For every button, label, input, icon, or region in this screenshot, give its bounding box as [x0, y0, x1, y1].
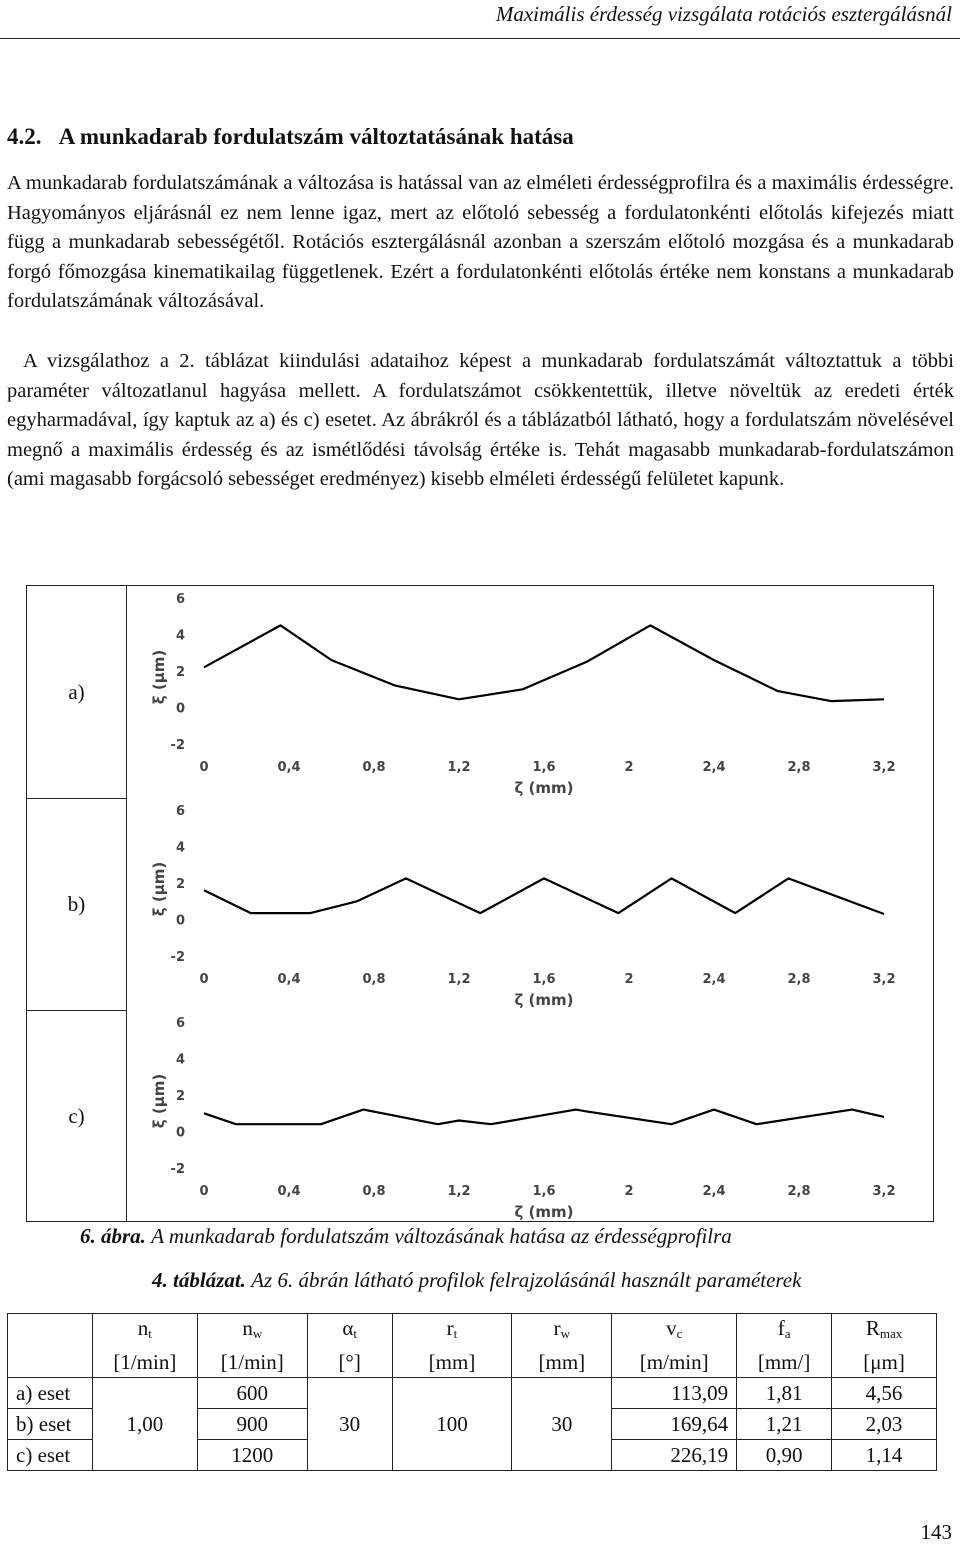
cell-nw: 600: [197, 1378, 307, 1409]
x-tick-label: 0,4: [277, 760, 301, 775]
x-tick-label: 1,2: [447, 972, 471, 987]
panel-separator: [27, 1010, 127, 1011]
table-header-row: [8, 1314, 937, 1378]
panel-label-c: c): [27, 1010, 127, 1222]
row-label: a) eset: [8, 1378, 93, 1409]
profile-line: [204, 625, 884, 701]
x-tick-label: 2: [624, 972, 634, 987]
y-tick-label: 4: [175, 1052, 185, 1068]
x-tick-label: 0: [199, 760, 209, 775]
x-tick-label: 1,2: [447, 760, 471, 775]
cell-rw-shared: 30: [512, 1378, 612, 1471]
x-tick-label: 3,2: [872, 972, 896, 987]
y-tick-label: 2: [175, 1089, 185, 1104]
y-axis-label: ξ (μm): [150, 1073, 168, 1129]
cell-rt-shared: 100: [392, 1378, 512, 1471]
figure-caption: [80, 1224, 732, 1249]
cell-nw: 900: [197, 1409, 307, 1440]
x-tick-label: 2,8: [787, 972, 811, 987]
x-tick-label: 1,2: [447, 1184, 471, 1199]
x-axis-label: ζ (mm): [514, 991, 574, 1009]
x-tick-label: 2,8: [787, 760, 811, 775]
table-caption-label: 4. táblázat.: [152, 1268, 246, 1292]
running-header: [0, 0, 960, 39]
section-title: A munkadarab fordulatszám változtatásának hatása: [58, 124, 574, 149]
section-number: 4.2.: [7, 124, 42, 149]
cell-rmax: 2,03: [832, 1409, 937, 1440]
row-label: b) eset: [8, 1409, 93, 1440]
cell-fa: 1,21: [737, 1409, 832, 1440]
cell-nt-shared: 1,00: [92, 1378, 197, 1471]
x-tick-label: 2,8: [787, 1184, 811, 1199]
cell-vc: 169,64: [612, 1409, 737, 1440]
table-caption-text: Az 6. ábrán látható profilok felrajzolásánál használt paraméterek: [251, 1268, 802, 1292]
y-tick-label: 6: [175, 804, 185, 819]
cell-rmax: 4,56: [832, 1378, 937, 1409]
row-label: c) eset: [8, 1440, 93, 1471]
chart-a: [127, 586, 933, 798]
y-tick-label: 0: [175, 913, 185, 929]
paragraph-1: A munkadarab fordulatszámának a változása is hatással van az elméleti érdességprofilra és a maximális érdességre. Hagyományos eljárásnál ez nem lenne igaz, mert az előtoló sebesség a fordulatonkénti előtolás kifejezés miatt függ a munkadarab sebességétől. Rotációs esztergálásnál azonban a szerszám előtoló mozgása és a munkadarab forgó főmozgása kinematikailag függetlenek. Ezért a fordulatonkénti előtolás értéke nem konstans a munkadarab fordulatszámának változásával.: [7, 172, 954, 313]
paragraph-2: A vizsgálathoz a 2. táblázat kiindulási adataihoz képest a munkadarab fordulatszámát változtattuk a többi paraméter változatlanul hagyása mellett. A fordulatszámot csökkentettük, illetve növeltük az eredeti érték egyharmadával, így kaptuk az a) és c) esetet. Az ábrákról és a táblázatból látható, hogy a fordulatszám növelésével megnő a maximális érdesség és az ismétlődési távolság értéke is. Tehát magasabb munkadarab-fordulatszámon (ami magasabb forgácsoló sebességet eredményez) kisebb elméleti érdességű felületet kapunk.: [7, 350, 954, 491]
panel-separator: [27, 798, 127, 799]
y-tick-label: -2: [170, 1162, 185, 1177]
table-corner-cell: [8, 1314, 93, 1378]
cell-fa: 0,90: [737, 1440, 832, 1471]
col-header-fa: $f_a$ [mm/]: [737, 1314, 832, 1378]
profile-line: [204, 878, 884, 914]
cell-vc: 226,19: [612, 1440, 737, 1471]
cell-vc: 113,09: [612, 1378, 737, 1409]
y-tick-label: 2: [175, 877, 185, 892]
col-header-rmax: $R_{max}$ [μm]: [832, 1314, 937, 1378]
x-tick-label: 0,8: [362, 1184, 386, 1199]
x-tick-label: 1,6: [532, 1184, 556, 1199]
section-heading: [7, 124, 574, 150]
cell-alpha-t-shared: 30: [307, 1378, 392, 1471]
x-tick-label: 2: [624, 760, 634, 775]
cell-fa: 1,81: [737, 1378, 832, 1409]
col-header-rt: $r_t$ [mm]: [392, 1314, 512, 1378]
y-tick-label: 0: [175, 701, 185, 717]
x-tick-label: 2,4: [702, 760, 726, 775]
y-tick-label: -2: [170, 738, 185, 753]
x-tick-label: 2: [624, 1184, 634, 1199]
page-number: 143: [920, 1520, 952, 1544]
profile-line: [204, 1110, 884, 1125]
x-tick-label: 0,4: [277, 972, 301, 987]
y-tick-label: 4: [175, 840, 185, 856]
panel-label-b: b): [27, 798, 127, 1010]
figure-caption-label: 6. ábra.: [80, 1224, 146, 1248]
table-row: [8, 1378, 937, 1409]
x-tick-label: 3,2: [872, 1184, 896, 1199]
y-axis-label: ξ (μm): [150, 649, 168, 705]
y-tick-label: 4: [175, 628, 185, 644]
y-axis-label: ξ (μm): [150, 861, 168, 917]
x-tick-label: 0,4: [277, 1184, 301, 1199]
x-tick-label: 0: [199, 972, 209, 987]
col-header-alpha-t: $\alpha_t$ [°]: [307, 1314, 392, 1378]
x-tick-label: 2,4: [702, 1184, 726, 1199]
cell-nw: 1200: [197, 1440, 307, 1471]
col-header-vc: $v_c$ [m/min]: [612, 1314, 737, 1378]
chart-b: [127, 798, 933, 1010]
y-tick-label: 2: [175, 665, 185, 680]
x-tick-label: 1,6: [532, 760, 556, 775]
y-tick-label: 0: [175, 1125, 185, 1141]
panel-label-a: a): [27, 586, 127, 798]
running-title: Maximális érdesség vizsgálata rotációs esztergálásnál: [495, 2, 952, 26]
figure-6: [26, 585, 934, 1222]
col-header-nw: $n_w$ [1/min]: [197, 1314, 307, 1378]
x-tick-label: 3,2: [872, 760, 896, 775]
col-header-rw: $r_w$ [mm]: [512, 1314, 612, 1378]
table-caption: [152, 1268, 801, 1293]
y-tick-label: 6: [175, 592, 185, 607]
figure-caption-text: A munkadarab fordulatszám változásának hatása az érdességprofilra: [151, 1224, 732, 1248]
x-axis-label: ζ (mm): [514, 1203, 574, 1221]
x-tick-label: 1,6: [532, 972, 556, 987]
x-tick-label: 0,8: [362, 760, 386, 775]
parameters-table: [7, 1313, 937, 1471]
x-tick-label: 0: [199, 1184, 209, 1199]
x-tick-label: 2,4: [702, 972, 726, 987]
x-tick-label: 0,8: [362, 972, 386, 987]
x-axis-label: ζ (mm): [514, 779, 574, 797]
col-header-nt: $n_t$ [1/min]: [92, 1314, 197, 1378]
y-tick-label: 6: [175, 1016, 185, 1031]
chart-c: [127, 1010, 933, 1222]
cell-rmax: 1,14: [832, 1440, 937, 1471]
y-tick-label: -2: [170, 950, 185, 965]
